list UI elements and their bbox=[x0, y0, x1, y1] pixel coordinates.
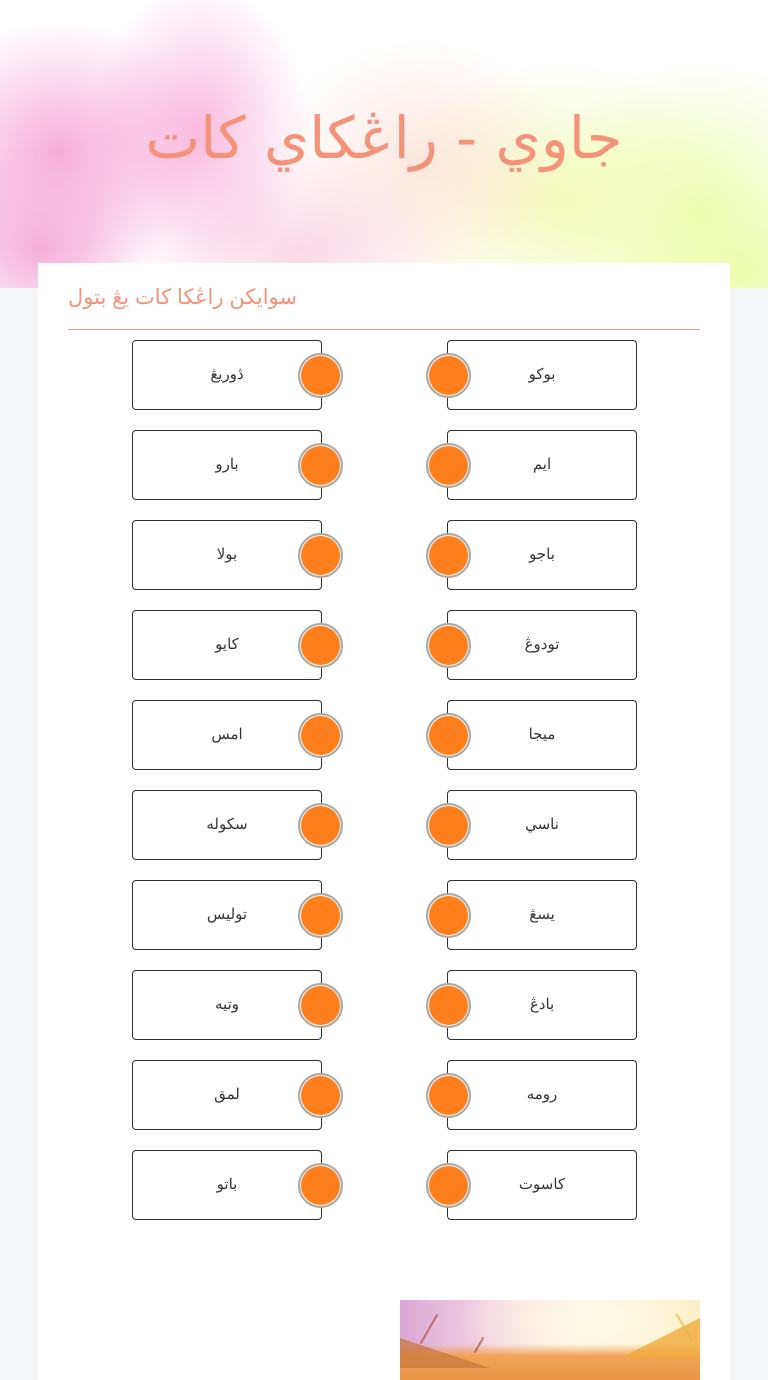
match-item-left[interactable] bbox=[132, 340, 322, 410]
item-label: رومه bbox=[526, 1086, 558, 1103]
pair-row bbox=[38, 340, 730, 430]
match-item-right[interactable] bbox=[447, 1060, 637, 1130]
pair-row bbox=[38, 1060, 730, 1150]
connector-dot-icon[interactable] bbox=[298, 713, 343, 758]
match-item-right[interactable] bbox=[447, 880, 637, 950]
match-item-left[interactable] bbox=[132, 790, 322, 860]
match-item-right[interactable] bbox=[447, 1150, 637, 1220]
item-label: كايو bbox=[215, 636, 239, 653]
connector-dot-icon[interactable] bbox=[426, 893, 471, 938]
match-item-left[interactable] bbox=[132, 700, 322, 770]
item-label: وتيه bbox=[215, 996, 239, 1013]
connector-dot-icon[interactable] bbox=[426, 1163, 471, 1208]
connector-dot-icon[interactable] bbox=[298, 1073, 343, 1118]
item-label: ميجا bbox=[528, 726, 556, 743]
match-item-right[interactable] bbox=[447, 970, 637, 1040]
activity-card bbox=[38, 263, 730, 1380]
connector-dot-icon[interactable] bbox=[298, 353, 343, 398]
item-label: بوكو bbox=[528, 366, 556, 383]
connector-dot-icon[interactable] bbox=[298, 983, 343, 1028]
connector-dot-icon[interactable] bbox=[426, 983, 471, 1028]
match-item-right[interactable] bbox=[447, 520, 637, 590]
item-label: ناسي bbox=[525, 816, 559, 833]
item-label: ڎوريڠ bbox=[210, 366, 244, 383]
connector-dot-icon[interactable] bbox=[426, 803, 471, 848]
match-item-right[interactable] bbox=[447, 610, 637, 680]
pair-row bbox=[38, 1150, 730, 1240]
stadium-roof-right bbox=[620, 1318, 700, 1358]
connector-dot-icon[interactable] bbox=[426, 443, 471, 488]
connector-dot-icon[interactable] bbox=[298, 893, 343, 938]
pair-row bbox=[38, 520, 730, 610]
item-label: باجو bbox=[529, 546, 555, 563]
connector-dot-icon[interactable] bbox=[426, 533, 471, 578]
page-title: جاوي - راڠكاي كات bbox=[145, 104, 623, 172]
connector-dot-icon[interactable] bbox=[426, 353, 471, 398]
item-label: كاسوت bbox=[518, 1176, 566, 1193]
pair-row bbox=[38, 700, 730, 790]
item-label: لمق bbox=[214, 1086, 240, 1103]
matching-pairs bbox=[38, 340, 730, 1240]
item-label: ايم bbox=[532, 456, 552, 473]
item-label: بارو bbox=[215, 456, 239, 473]
item-label: امس bbox=[211, 726, 243, 743]
connector-dot-icon[interactable] bbox=[426, 713, 471, 758]
pair-row bbox=[38, 610, 730, 700]
pair-row bbox=[38, 790, 730, 880]
item-label: بادڠ bbox=[529, 996, 555, 1013]
item-label: تودوڠ bbox=[524, 636, 560, 653]
item-label: بولا bbox=[216, 546, 238, 563]
connector-dot-icon[interactable] bbox=[298, 533, 343, 578]
connector-dot-icon[interactable] bbox=[298, 443, 343, 488]
header-banner bbox=[0, 0, 768, 288]
pair-row bbox=[38, 430, 730, 520]
instruction-heading bbox=[68, 285, 700, 310]
match-item-right[interactable] bbox=[447, 340, 637, 410]
connector-dot-icon[interactable] bbox=[298, 623, 343, 668]
match-item-right[interactable] bbox=[447, 790, 637, 860]
match-item-right[interactable] bbox=[447, 700, 637, 770]
match-item-left[interactable] bbox=[132, 430, 322, 500]
connector-dot-icon[interactable] bbox=[426, 1073, 471, 1118]
match-item-left[interactable] bbox=[132, 1060, 322, 1130]
pair-row bbox=[38, 880, 730, 970]
connector-dot-icon[interactable] bbox=[298, 803, 343, 848]
item-label: سكوله bbox=[206, 816, 248, 833]
connector-dot-icon[interactable] bbox=[298, 1163, 343, 1208]
stadium-roof-left bbox=[400, 1338, 490, 1368]
match-item-left[interactable] bbox=[132, 610, 322, 680]
match-item-left[interactable] bbox=[132, 880, 322, 950]
pair-row bbox=[38, 970, 730, 1060]
match-item-left[interactable] bbox=[132, 520, 322, 590]
heading-divider bbox=[68, 329, 700, 330]
match-item-left[interactable] bbox=[132, 970, 322, 1040]
match-item-right[interactable] bbox=[447, 430, 637, 500]
item-label: توليس bbox=[206, 906, 248, 923]
stadium-image bbox=[400, 1300, 700, 1380]
instruction-text: سوايكن راڠكا كات يڠ بتول bbox=[68, 286, 298, 309]
item-label: باتو bbox=[216, 1176, 238, 1193]
match-item-left[interactable] bbox=[132, 1150, 322, 1220]
item-label: يسڠ bbox=[529, 906, 555, 923]
connector-dot-icon[interactable] bbox=[426, 623, 471, 668]
